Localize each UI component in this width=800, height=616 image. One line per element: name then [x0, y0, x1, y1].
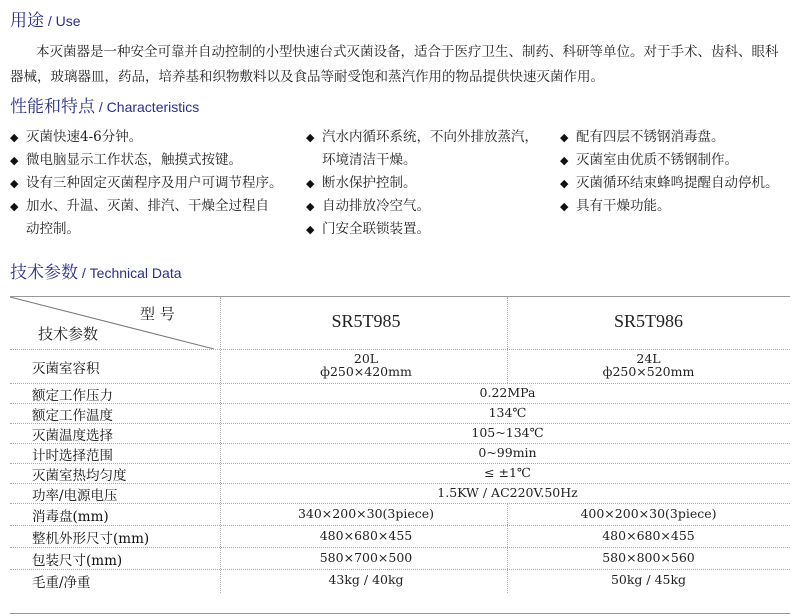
shared-value: 0.22MPa — [479, 385, 536, 400]
table-row — [10, 569, 790, 591]
model-2-value: 580×800×560 — [602, 550, 695, 565]
table-row — [10, 349, 790, 384]
feature-item: ◆ 灭菌室由优质不锈钢制作。 — [560, 149, 796, 172]
row-label: 灭菌温度选择 — [32, 428, 113, 444]
shared-value: 0~99min — [478, 445, 537, 460]
diamond-bullet-icon: ◆ — [10, 200, 19, 213]
table-row — [10, 463, 790, 484]
use-heading — [10, 6, 81, 31]
model-2-value: 480×680×455 — [602, 528, 695, 543]
features-column-2 — [306, 126, 556, 241]
model-1-value: 43kg / 40kg — [328, 572, 404, 587]
feature-item: ◆ 设有三种固定灭菌程序及用户可调节程序。 — [10, 172, 300, 195]
table-row — [10, 483, 790, 504]
row-label: 额定工作温度 — [32, 408, 113, 424]
model-1-value: 580×700×500 — [319, 550, 413, 565]
use-paragraph — [10, 40, 790, 90]
use-heading-en: / Use — [44, 13, 81, 29]
feature-item: ◆ 具有干燥功能。 — [560, 195, 796, 218]
diamond-bullet-icon: ◆ — [560, 154, 569, 167]
feature-item: ◆ 断水保护控制。 — [306, 172, 556, 195]
row-label: 功率/电源电压 — [32, 488, 118, 504]
diamond-bullet-icon: ◆ — [560, 131, 569, 144]
use-text: 本灭菌器是一种安全可靠并自动控制的小型快速台式灭菌设备，适合于医疗卫生、制药、科研等单位。对于手术、齿科、眼科器械，玻璃器皿，药品，培养基和织物敷料以及食品等耐受饱和蒸汽作用的物品提供快速灭菌作用。 — [10, 44, 779, 85]
model-divider-top — [507, 297, 508, 383]
diamond-bullet-icon: ◆ — [560, 177, 569, 190]
model-1-value: 340×200×30(3piece) — [297, 506, 435, 521]
model-1-value: 20L ф250×420mm — [320, 351, 412, 379]
param-header: 技术参数 — [38, 325, 99, 343]
model-2-value: 24L ф250×520mm — [602, 351, 695, 379]
row-label: 额定工作压力 — [32, 388, 113, 404]
tech-heading-en: / Technical Data — [78, 265, 182, 281]
diamond-bullet-icon: ◆ — [560, 200, 569, 213]
tech-heading-cn: 技术参数 — [10, 263, 78, 283]
table-row — [10, 525, 790, 548]
diamond-bullet-icon: ◆ — [306, 223, 315, 236]
type-header: 型 号 — [140, 305, 175, 323]
model-divider-bottom — [507, 503, 508, 593]
diamond-bullet-icon: ◆ — [10, 154, 19, 167]
table-row — [10, 503, 790, 526]
table-row — [10, 383, 790, 404]
column-divider — [220, 297, 221, 593]
tech-table — [10, 296, 790, 614]
feature-item-continuation: 环境清洁干燥。 — [322, 152, 417, 168]
features-heading — [10, 92, 199, 117]
model-1-value: 480×680×455 — [319, 528, 413, 543]
feature-item: ◆ 灭菌快速4-6分钟。 — [10, 126, 300, 149]
diamond-bullet-icon: ◆ — [306, 200, 315, 213]
feature-item: ◆ 汽水内循环系统，不向外排放蒸汽， — [306, 126, 556, 149]
shared-value: 134℃ — [488, 405, 527, 420]
features-heading-en: / Characteristics — [95, 99, 200, 115]
feature-item: ◆ 自动排放冷空气。 — [306, 195, 556, 218]
shared-value: ≤ ±1℃ — [484, 465, 531, 480]
table-row — [10, 547, 790, 570]
features-column-1 — [10, 126, 300, 241]
row-label: 消毒盘(mm) — [32, 509, 109, 525]
use-heading-cn: 用途 — [10, 11, 44, 31]
feature-item: ◆ 加水、升温、灭菌、排汽、干燥全过程自 — [10, 195, 300, 218]
feature-item: ◆ 门安全联锁装置。 — [306, 218, 556, 241]
shared-value: 1.5KW / AC220V.50Hz — [437, 485, 578, 500]
diamond-bullet-icon: ◆ — [306, 131, 315, 144]
tech-header-row — [10, 297, 790, 350]
row-label: 包装尺寸(mm) — [32, 553, 123, 569]
model-2-header: SR5T986 — [613, 311, 683, 331]
feature-item-continuation: 动控制。 — [26, 221, 80, 237]
feature-item: ◆ 微电脑显示工作状态，触摸式按键。 — [10, 149, 300, 172]
table-row — [10, 423, 790, 444]
diamond-bullet-icon: ◆ — [10, 131, 19, 144]
model-1-header: SR5T985 — [331, 311, 401, 331]
model-2-value: 50kg / 45kg — [610, 572, 687, 587]
row-label: 计时选择范围 — [32, 448, 113, 464]
shared-value: 105~134℃ — [471, 425, 544, 440]
features-heading-cn: 性能和特点 — [10, 97, 95, 117]
tech-heading — [10, 258, 182, 283]
table-row — [10, 443, 790, 464]
row-label: 灭菌室热均匀度 — [32, 468, 127, 484]
row-label: 毛重/净重 — [32, 575, 91, 591]
row-label: 整机外形尺寸(mm) — [32, 531, 150, 547]
features-column-3 — [560, 126, 796, 218]
diamond-bullet-icon: ◆ — [306, 177, 315, 190]
diamond-bullet-icon: ◆ — [10, 177, 19, 190]
table-row — [10, 403, 790, 424]
feature-item: ◆ 灭菌循环结束蜂鸣提醒自动停机。 — [560, 172, 796, 195]
feature-item: ◆ 配有四层不锈钢消毒盘。 — [560, 126, 796, 149]
row-label: 灭菌室容积 — [32, 361, 100, 377]
model-2-value: 400×200×30(3piece) — [580, 506, 717, 521]
